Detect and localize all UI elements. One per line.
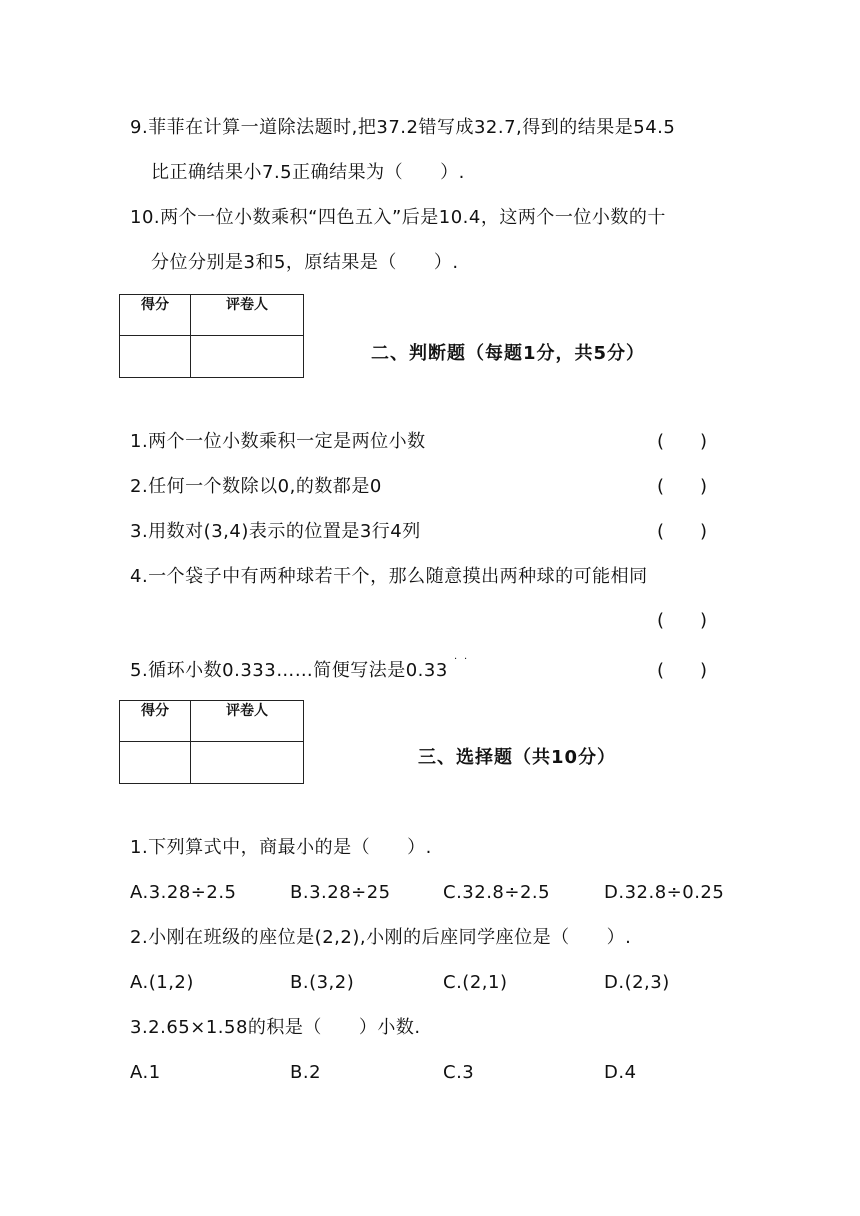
choice-q1-option-c[interactable]: C.32.8÷2.5 [443, 882, 551, 903]
judge-answer-4[interactable]: ( ) [657, 610, 708, 631]
q9-line-2: 比正确结果小7.5正确结果为（ ）. [151, 162, 465, 183]
judge-answer-3[interactable]: ( ) [657, 521, 708, 542]
choice-q3-option-b[interactable]: B.2 [290, 1062, 322, 1083]
score-cell[interactable] [120, 742, 191, 784]
judge-item-5-text: 5.循环小数0.333……简便写法是0.33 [130, 660, 448, 681]
judge-answer-5[interactable]: ( ) [657, 660, 708, 681]
q9-line-1: 9.菲菲在计算一道除法题时,把37.2错写成32.7,得到的结果是54.5 [130, 117, 676, 138]
score-cell[interactable] [120, 336, 191, 378]
section2-heading: 二、判断题（每题1分，共5分） [371, 343, 646, 364]
section3-heading: 三、选择题（共10分） [418, 747, 617, 768]
choice-q2: 2.小刚在班级的座位是(2,2),小刚的后座同学座位是（ ）. [130, 927, 632, 948]
repeating-dot-icon: · [454, 654, 458, 665]
choice-q1-option-a[interactable]: A.3.28÷2.5 [130, 882, 237, 903]
judge-item-1: 1.两个一位小数乘积一定是两位小数 [130, 431, 426, 452]
judge-answer-2[interactable]: ( ) [657, 476, 708, 497]
grader-cell[interactable] [191, 742, 304, 784]
score-label: 得分 [120, 295, 191, 336]
choice-q2-option-d[interactable]: D.(2,3) [604, 972, 670, 993]
choice-q3-option-c[interactable]: C.3 [443, 1062, 475, 1083]
choice-q1: 1.下列算式中，商最小的是（ ）. [130, 837, 432, 858]
q10-line-2: 分位分别是3和5，原结果是（ ）. [151, 252, 459, 273]
score-label: 得分 [120, 701, 191, 742]
judge-item-4: 4.一个袋子中有两种球若干个，那么随意摸出两种球的可能相同 [130, 566, 648, 587]
score-box-section2 [119, 294, 304, 378]
choice-q2-option-a[interactable]: A.(1,2) [130, 972, 194, 993]
choice-q2-option-b[interactable]: B.(3,2) [290, 972, 355, 993]
grader-cell[interactable] [191, 336, 304, 378]
judge-answer-1[interactable]: ( ) [657, 431, 708, 452]
choice-q1-option-d[interactable]: D.32.8÷0.25 [604, 882, 725, 903]
judge-item-3: 3.用数对(3,4)表示的位置是3行4列 [130, 521, 421, 542]
q10-line-1: 10.两个一位小数乘积“四色五入”后是10.4，这两个一位小数的十 [130, 207, 666, 228]
score-box-section3 [119, 700, 304, 784]
grader-label: 评卷人 [191, 701, 304, 742]
grader-label: 评卷人 [191, 295, 304, 336]
choice-q2-option-c[interactable]: C.(2,1) [443, 972, 508, 993]
choice-q3: 3.2.65×1.58的积是（ ）小数. [130, 1017, 421, 1038]
choice-q1-option-b[interactable]: B.3.28÷25 [290, 882, 391, 903]
judge-item-5 [130, 659, 448, 683]
choice-q3-option-a[interactable]: A.1 [130, 1062, 161, 1083]
choice-q3-option-d[interactable]: D.4 [604, 1062, 637, 1083]
judge-item-2: 2.任何一个数除以0,的数都是0 [130, 476, 382, 497]
repeating-dot-icon: · [464, 654, 468, 665]
